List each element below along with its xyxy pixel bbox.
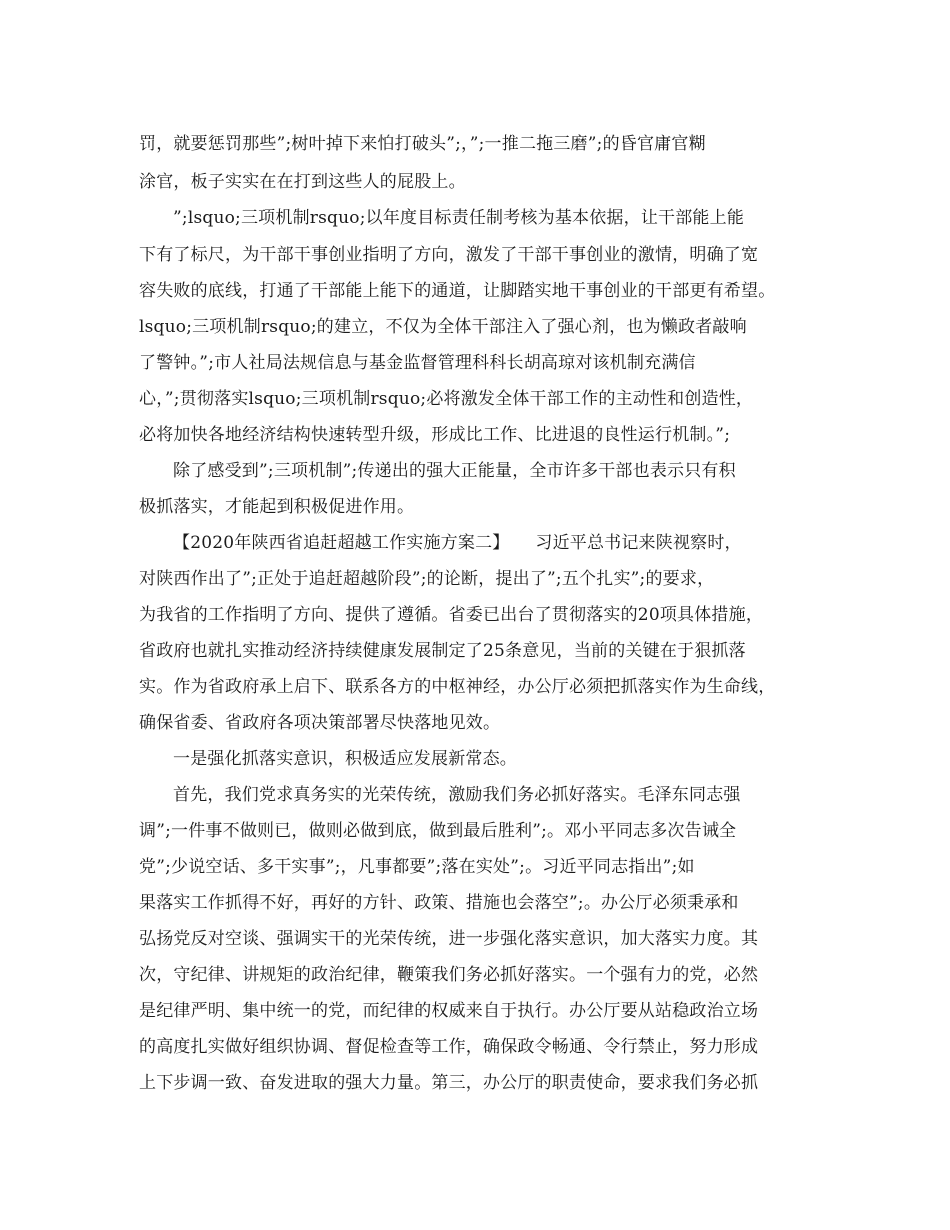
text-line: 极抓落实，才能起到积极促进作用。 — [139, 497, 415, 517]
text-line: 果落实工作抓得不好，再好的方针、政策、措施也会落空”;。办公厅必须秉承和 — [139, 893, 739, 913]
text-line: 次，守纪律、讲规矩的政治纪律，鞭策我们务必抓好落实。一个强有力的党，必然 — [139, 965, 759, 985]
text-line: lsquo;三项机制rsquo;的建立，不仅为全体干部注入了强心剂，也为懒政者敲响 — [139, 317, 747, 337]
paragraph-start-line: 一是强化抓落实意识，积极适应发展新常态。 — [173, 749, 517, 769]
text-line: 党”;少说空话、多干实事”;，凡事都要”;落在实处”;。习近平同志指出”;如 — [139, 857, 695, 877]
paragraph-start-line: 除了感受到”;三项机制”;传递出的强大正能量，全市许多干部也表示只有积 — [173, 461, 736, 481]
text-line: 为我省的工作指明了方向、提供了遵循。省委已出台了贯彻落实的20项具体措施， — [139, 605, 764, 625]
text-line: 对陕西作出了”;正处于追赶超越阶段”;的论断，提出了”;五个扎实”;的要求， — [139, 569, 715, 589]
text-line: 是纪律严明、集中统一的党，而纪律的权威来自于执行。办公厅要从站稳政治立场 — [139, 1001, 759, 1021]
text-line: 省政府也就扎实推动经济持续健康发展制定了25条意见，当前的关键在于狠抓落 — [139, 641, 746, 661]
text-line: 确保省委、省政府各项决策部署尽快落地见效。 — [139, 713, 501, 733]
text-line: 弘扬党反对空谈、强调实干的光荣传统，进一步强化落实意识，加大落实力度。其 — [139, 929, 759, 949]
text-line: 下有了标尺，为干部干事创业指明了方向，激发了干部干事创业的激情，明确了宽 — [139, 245, 759, 265]
text-line: 了警钟。”;市人社局法规信息与基金监督管理科科长胡高琼对该机制充满信 — [139, 353, 696, 373]
section-heading-line: 【2020年陕西省追赶超越工作实施方案二】 习近平总书记来陕视察时， — [173, 533, 742, 553]
text-line: 心，”;贯彻落实lsquo;三项机制rsquo;必将激发全体干部工作的主动性和创造性， — [139, 389, 754, 409]
text-line: 涂官，板子实实在在打到这些人的屁股上。 — [139, 172, 466, 192]
paragraph-start-line: ”;lsquo;三项机制rsquo;以年度目标责任制考核为基本依据，让干部能上能 — [173, 208, 745, 228]
text-line: 实。作为省政府承上启下、联系各方的中枢神经，办公厅必须把抓落实作为生命线， — [139, 677, 776, 697]
text-line: 调”;一件事不做则已，做则必做到底，做到最后胜利”;。邓小平同志多次告诫全 — [139, 821, 737, 841]
text-line: 的高度扎实做好组织协调、督促检查等工作，确保政令畅通、令行禁止，努力形成 — [139, 1037, 759, 1057]
text-line: 罚，就要惩罚那些”;树叶掉下来怕打破头”;，”;一推二拖三磨”;的昏官庸官糊 — [139, 134, 706, 154]
text-line: 必将加快各地经济结构快速转型升级，形成比工作、比进退的良性运行机制。”; — [139, 425, 731, 445]
text-line: 容失败的底线，打通了干部能上能下的通道，让脚踏实地干事创业的干部更有希望。 — [139, 281, 776, 301]
text-line: 上下步调一致、奋发进取的强大力量。第三，办公厅的职责使命，要求我们务必抓 — [139, 1073, 759, 1093]
paragraph-start-line: 首先，我们党求真务实的光荣传统，激励我们务必抓好落实。毛泽东同志强 — [173, 785, 741, 805]
